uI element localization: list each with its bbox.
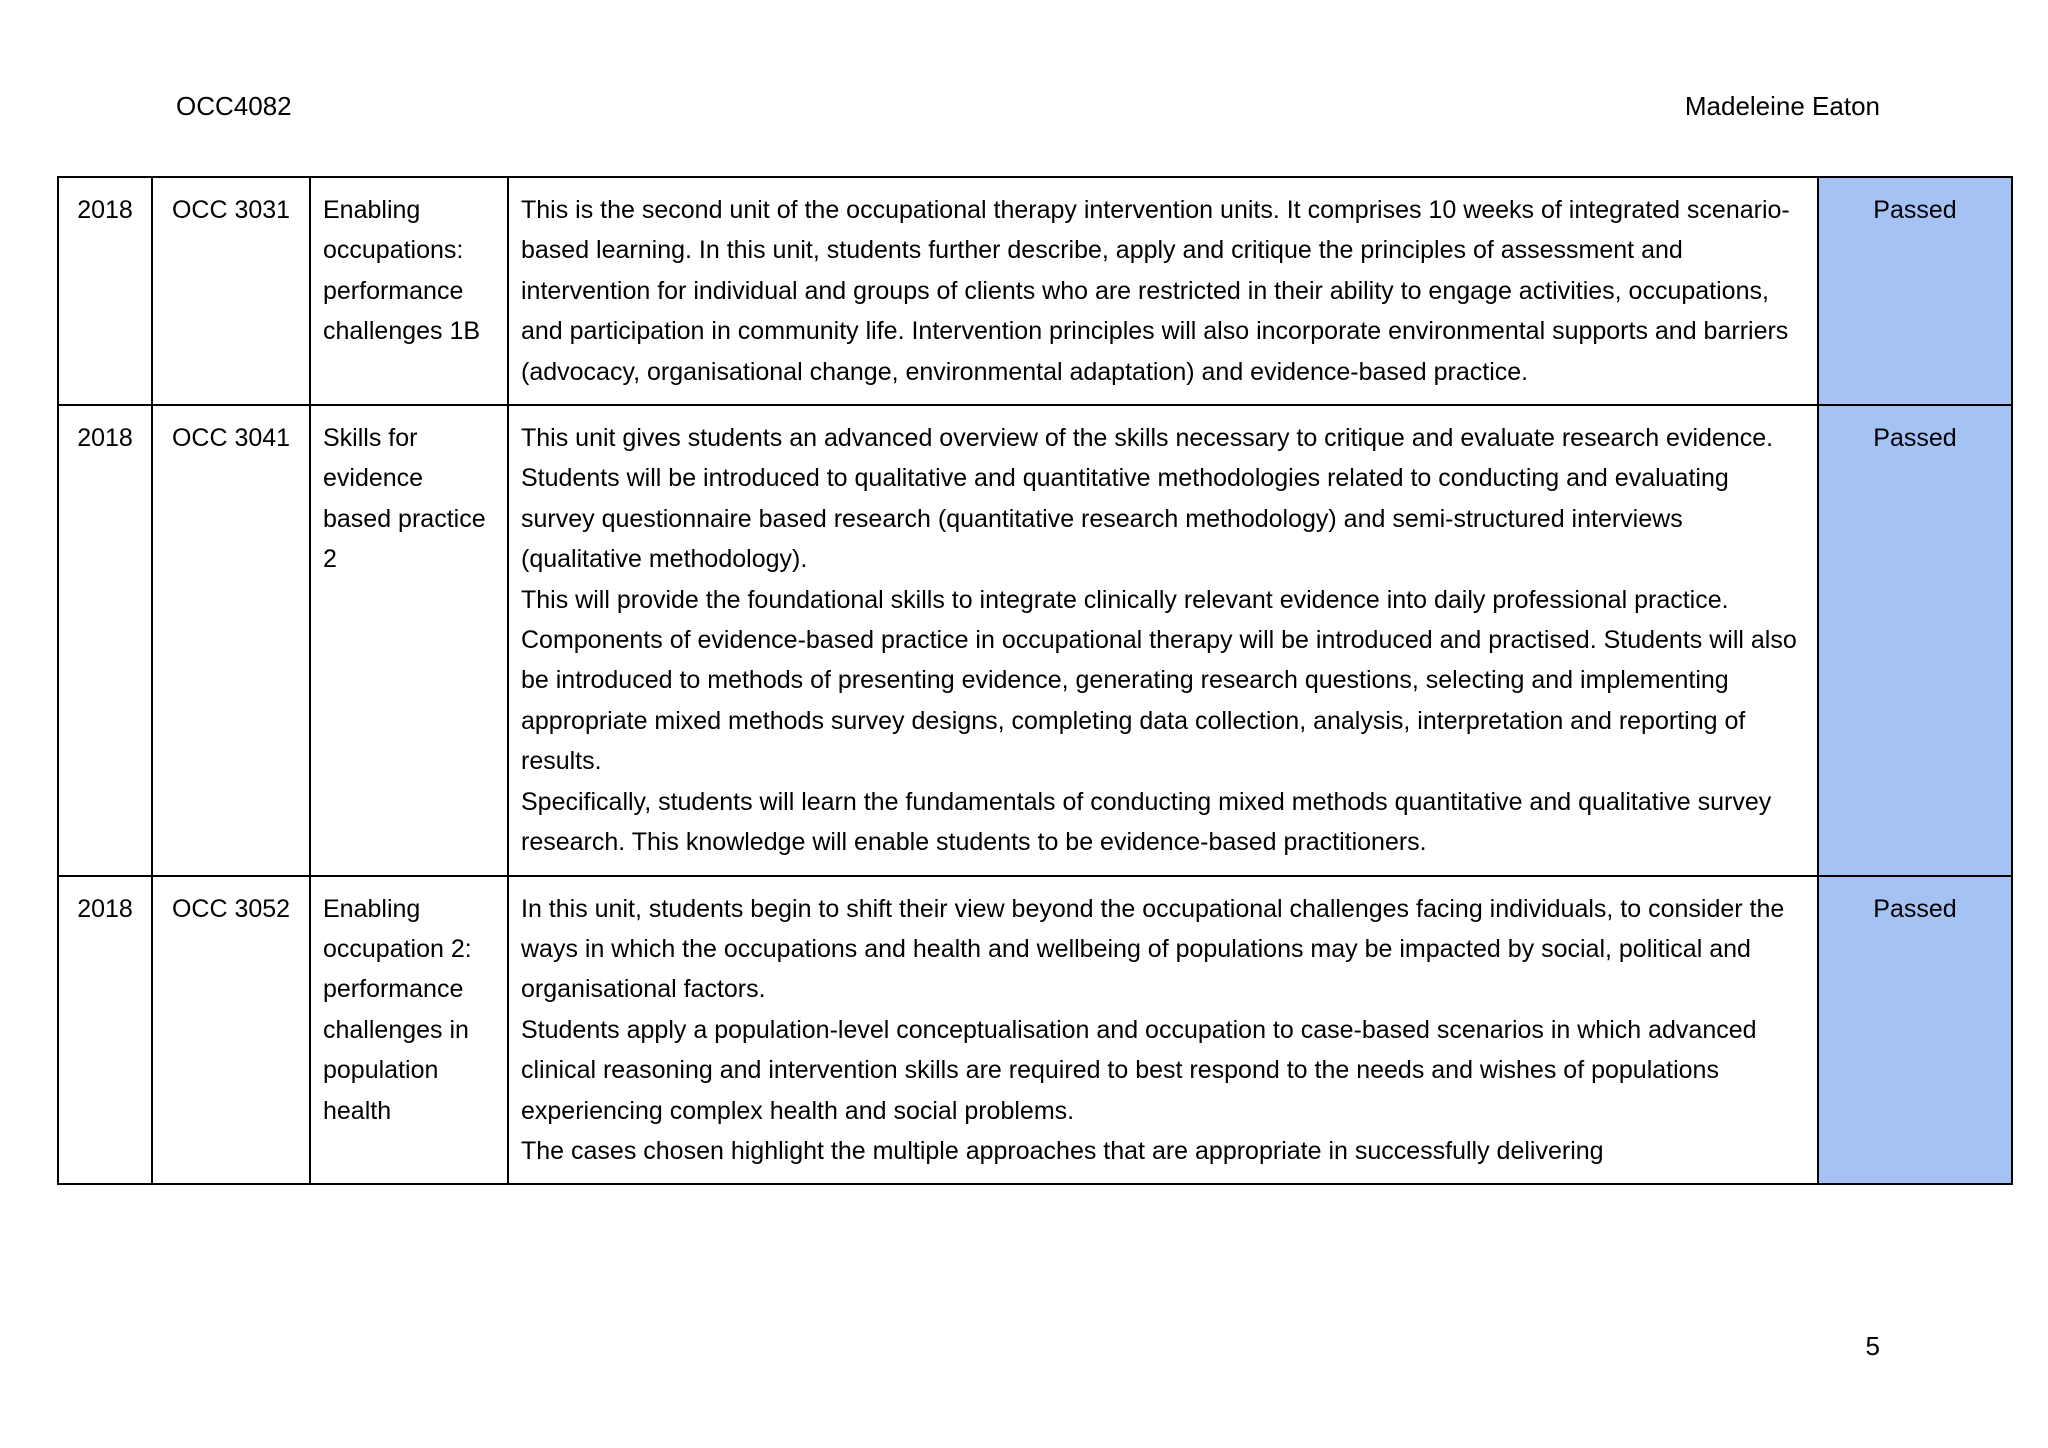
description-paragraph: The cases chosen highlight the multiple approaches that are appropriate in successfully delivering — [521, 1136, 1604, 1165]
description-paragraph: This will provide the foundational skills to integrate clinically relevant evidence into daily professional practice. — [521, 585, 1729, 614]
description-paragraph: This unit gives students an advanced overview of the skills necessary to critique and evaluate research evidence. Students will be introduced to qualitative and quantitative methodologies related to conducting and evaluating survey questionnaire based research (quantitative research methodology) and semi-structured interviews (qualitative methodology). — [521, 424, 1774, 574]
year-cell: 2018 — [58, 177, 152, 405]
table-row — [58, 876, 2012, 1185]
unit-code-cell: OCC 3041 — [152, 405, 310, 875]
result-cell: Passed — [1818, 177, 2012, 405]
unit-description-cell — [508, 177, 1818, 405]
unit-title-cell: Enabling occupations: performance challenges 1B — [310, 177, 508, 405]
result-cell: Passed — [1818, 405, 2012, 875]
year-cell: 2018 — [58, 876, 152, 1185]
result-cell: Passed — [1818, 876, 2012, 1185]
unit-description-cell — [508, 876, 1818, 1185]
header-course-code: OCC4082 — [176, 91, 292, 121]
unit-title-cell: Skills for evidence based practice 2 — [310, 405, 508, 875]
year-cell: 2018 — [58, 405, 152, 875]
description-paragraph: Specifically, students will learn the fundamentals of conducting mixed methods quantitative and qualitative survey research. This knowledge will enable students to be evidence-based practitioners. — [521, 787, 1772, 857]
unit-description-cell — [508, 405, 1818, 875]
description-paragraph: Components of evidence-based practice in occupational therapy will be introduced and practised. Students will also be introduced to methods of presenting evidence, generating research questions, selecting and implementing appropriate mixed methods survey designs, completing data collection, analysis, interpretation and reporting of results. — [521, 626, 1797, 776]
unit-title-cell: Enabling occupation 2: performance challenges in population health — [310, 876, 508, 1185]
header-author: Madeleine Eaton — [1684, 91, 1880, 121]
units-table — [57, 176, 2013, 1185]
description-paragraph: In this unit, students begin to shift their view beyond the occupational challenges facing individuals, to consider the ways in which the occupations and health and wellbeing of populations may be impacted by social, political and organisational factors. — [521, 894, 1785, 1004]
description-paragraph: Students apply a population-level conceptualisation and occupation to case-based scenarios in which advanced clinical reasoning and intervention skills are required to best respond to the needs and wishes of populations experiencing complex health and social problems. — [521, 1015, 1757, 1125]
description-paragraph: This is the second unit of the occupational therapy intervention units. It comprises 10 weeks of integrated scenario-based learning. In this unit, students further describe, apply and critique the principles of assessment and intervention for individual and groups of clients who are restricted in their ability to engage activities, occupations, and participation in community life. Intervention principles will also incorporate environmental supports and barriers (advocacy, organisational change, environmental adaptation) and evidence-based practice. — [521, 196, 1790, 386]
unit-code-cell: OCC 3031 — [152, 177, 310, 405]
unit-code-cell: OCC 3052 — [152, 876, 310, 1185]
table-row — [58, 177, 2012, 405]
page-number: 5 — [1865, 1331, 1880, 1361]
table-row — [58, 405, 2012, 875]
